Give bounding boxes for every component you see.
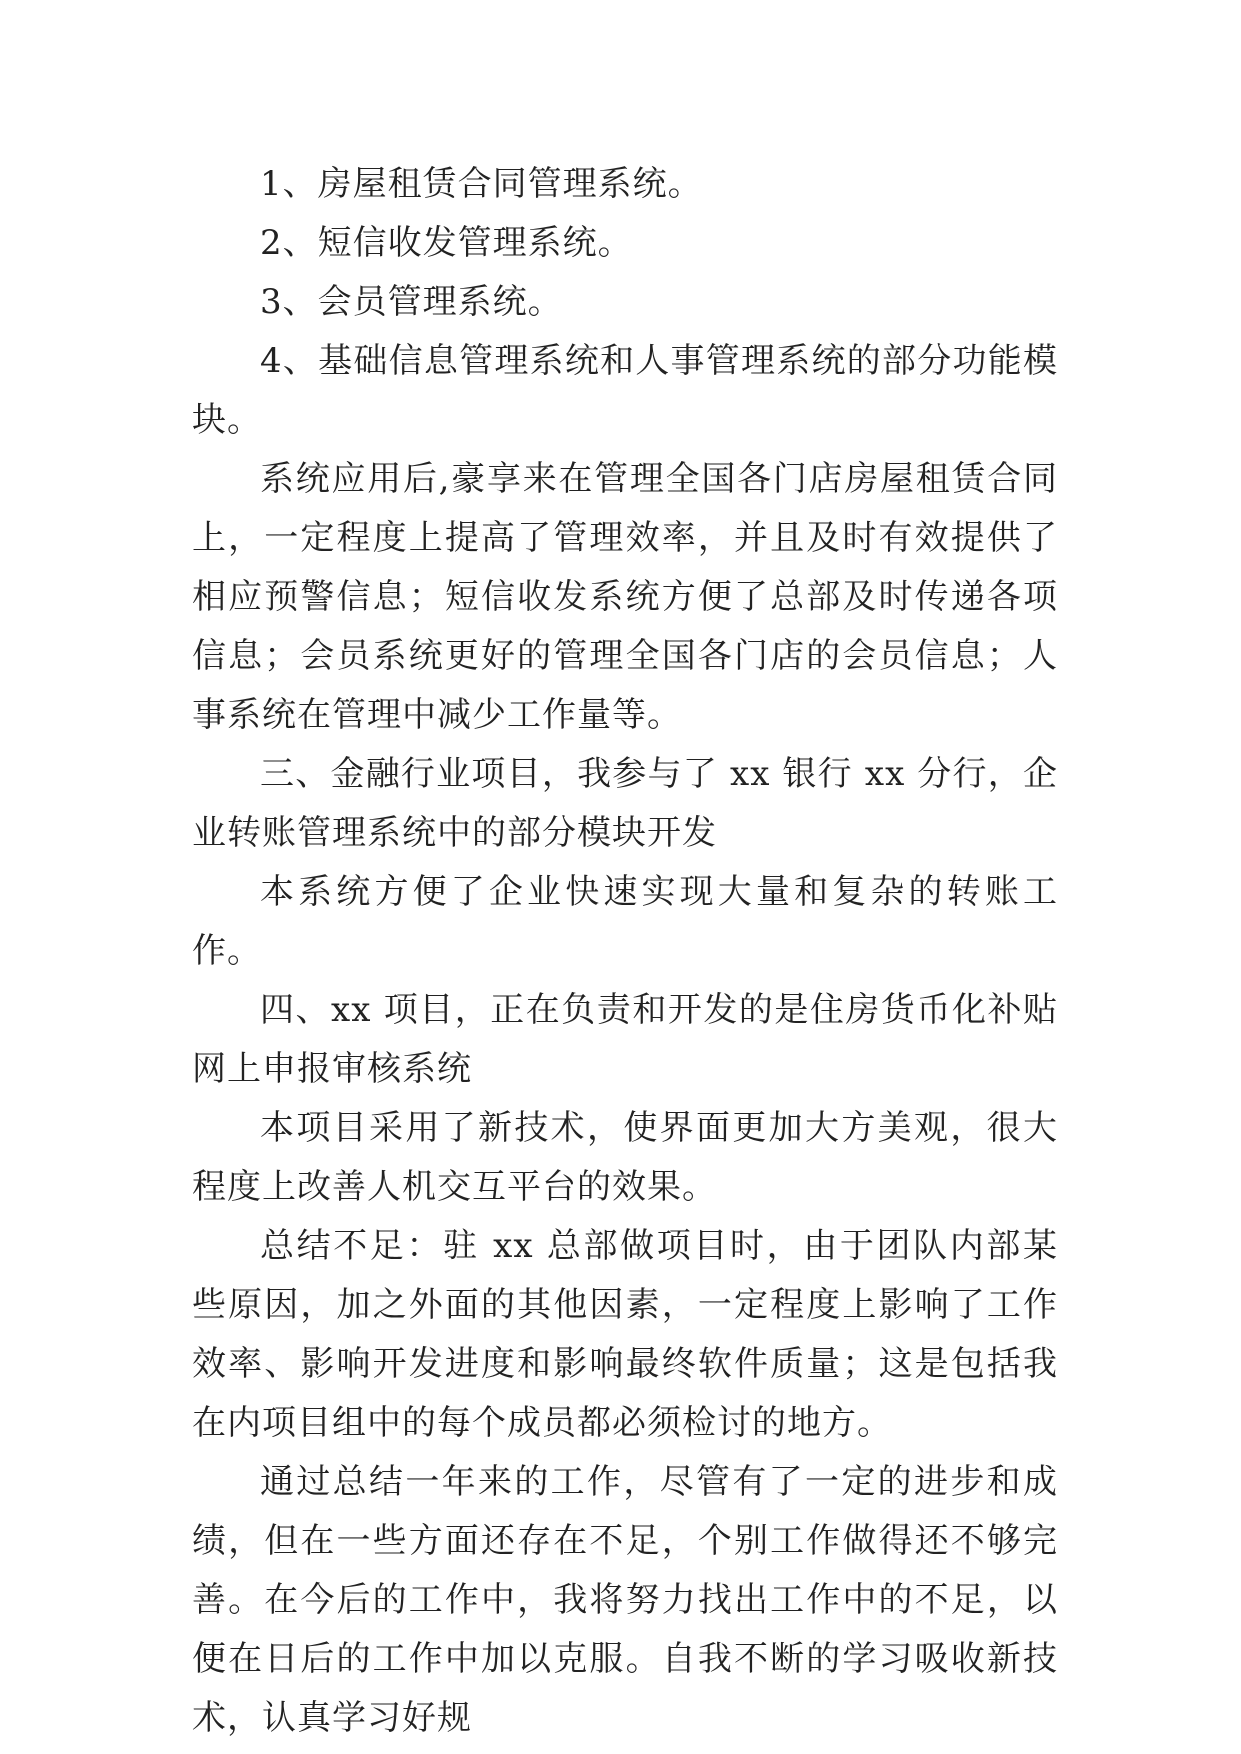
paragraph-new-technology: 本项目采用了新技术，使界面更加大方美观，很大程度上改善人机交互平台的效果。 xyxy=(192,1108,1058,1207)
list-item-4: 4、基础信息管理系统和人事管理系统的部分功能模块。 xyxy=(192,341,1058,440)
list-item-1: 1、房屋租赁合同管理系统。 xyxy=(260,164,703,204)
paragraph-housing-project: 四、xx 项目，正在负责和开发的是住房货币化补贴网上申报审核系统 xyxy=(192,990,1058,1089)
document-body xyxy=(192,155,1058,1748)
paragraph-transfer-system: 本系统方便了企业快速实现大量和复杂的转账工作。 xyxy=(192,872,1058,971)
paragraph-finance-project: 三、金融行业项目，我参与了 xx 银行 xx 分行，企业转账管理系统中的部分模块开发 xyxy=(192,754,1058,853)
list-item-2: 2、短信收发管理系统。 xyxy=(260,223,633,263)
paragraph-shortcomings: 总结不足：驻 xx 总部做项目时，由于团队内部某些原因，加之外面的其他因素，一定程度上影响了工作效率、影响开发进度和影响最终软件质量；这是包括我在内项目组中的每个成员都必须检讨的地方。 xyxy=(192,1226,1058,1443)
list-item-3: 3、会员管理系统。 xyxy=(260,282,563,322)
paragraph-system-results: 系统应用后,豪享来在管理全国各门店房屋租赁合同上，一定程度上提高了管理效率，并且及时有效提供了相应预警信息；短信收发系统方便了总部及时传递各项信息；会员系统更好的管理全国各门店的会员信息；人事系统在管理中减少工作量等。 xyxy=(192,459,1058,735)
paragraph-summary: 通过总结一年来的工作，尽管有了一定的进步和成绩，但在一些方面还存在不足，个别工作做得还不够完善。在今后的工作中，我将努力找出工作中的不足，以便在日后的工作中加以克服。自我不断的学习吸收新技术，认真学习好规 xyxy=(192,1462,1058,1738)
